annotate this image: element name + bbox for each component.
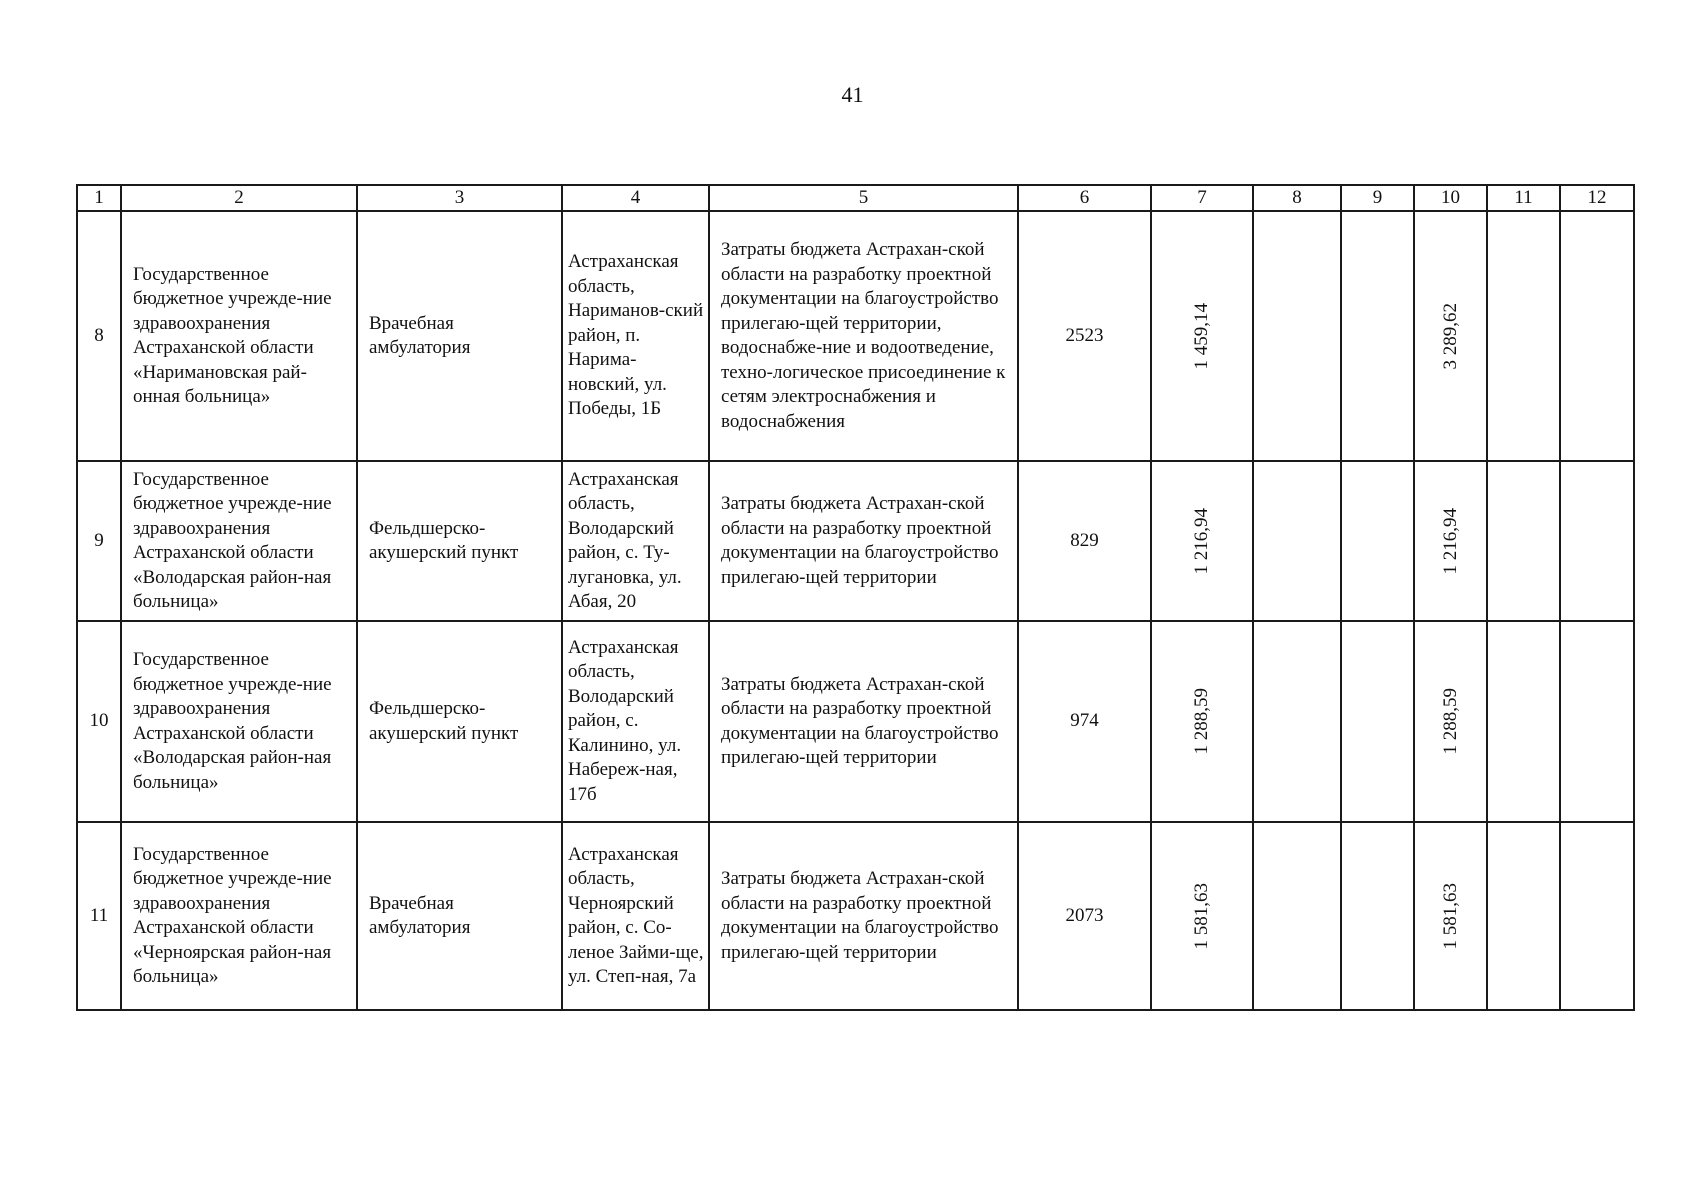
col7-cell [1151,461,1253,621]
institution-text: Государственное бюджетное учрежде-ние здравоохранения Астраханской области «Наримановская рай-онная больница» [133,263,332,407]
row-number: 10 [77,621,121,822]
col11-cell [1487,211,1560,461]
table-row [77,461,1634,621]
row-number: 9 [77,461,121,621]
object-text: Фельдшерско-акушерский пункт [369,517,519,563]
col9-cell [1341,822,1414,1010]
costs-cell [709,211,1018,461]
costs-text: Затраты бюджета Астрахан-ской области на разработку проектной документации на благоустройство прилегаю-щей территории, водоснабже-ние и водоотведение, техно-логическое присоединение к сетям электроснабжения и водоснабжения [721,239,1006,432]
col9-cell [1341,461,1414,621]
address-cell [562,461,709,621]
col10-value: 3 289,62 [1439,302,1461,370]
col6-cell: 2073 [1018,822,1151,1010]
address-cell [562,211,709,461]
col6-cell: 829 [1018,461,1151,621]
costs-cell [709,621,1018,822]
col7-value: 1 216,94 [1191,507,1212,575]
object-cell [357,461,562,621]
address-text: Астраханская область, Володарский район, с. Калинино, ул. Набереж-ная, 17б [568,636,682,805]
col9-cell [1341,211,1414,461]
institution-cell [121,621,357,822]
col10-cell [1414,211,1487,461]
col8-cell [1253,822,1341,1010]
col7-value: 1 581,63 [1191,882,1212,950]
column-header: 11 [1487,185,1560,211]
col10-value: 1 216,94 [1439,507,1461,575]
col10-cell [1414,822,1487,1010]
col9-cell [1341,621,1414,822]
col6-cell: 2523 [1018,211,1151,461]
column-header: 3 [357,185,562,211]
col8-cell [1253,461,1341,621]
costs-cell [709,822,1018,1010]
table-row [77,621,1634,822]
page-number: 41 [841,82,864,107]
object-cell [357,211,562,461]
header-row [77,185,1634,211]
costs-cell [709,461,1018,621]
object-text: Фельдшерско-акушерский пункт [369,698,519,744]
institution-text: Государственное бюджетное учрежде-ние здравоохранения Астраханской области «Володарская район-ная больница» [133,468,332,612]
address-text: Астраханская область, Володарский район, с. Ту-лугановка, ул. Абая, 20 [568,468,682,612]
institution-text: Государственное бюджетное учрежде-ние здравоохранения Астраханской области «Володарская район-ная больница» [133,649,332,793]
col7-cell [1151,822,1253,1010]
col8-cell [1253,621,1341,822]
col6-cell: 974 [1018,621,1151,822]
col8-cell [1253,211,1341,461]
col12-cell [1560,621,1634,822]
col12-cell [1560,461,1634,621]
institution-cell [121,461,357,621]
column-header: 10 [1414,185,1487,211]
col7-value: 1 459,14 [1191,302,1212,370]
table-row [77,211,1634,461]
col12-cell [1560,211,1634,461]
col7-cell [1151,211,1253,461]
institution-cell [121,822,357,1010]
column-header: 12 [1560,185,1634,211]
object-text: Врачебная амбулатория [369,312,471,358]
col12-cell [1560,822,1634,1010]
col10-value: 1 581,63 [1439,882,1461,950]
col7-value: 1 288,59 [1191,688,1212,755]
col7-cell [1151,621,1253,822]
costs-text: Затраты бюджета Астрахан-ской области на разработку проектной документации на благоустройство прилегаю-щей территории [721,493,999,588]
costs-text: Затраты бюджета Астрахан-ской области на разработку проектной документации на благоустройство прилегаю-щей территории [721,673,999,768]
col10-value: 1 288,59 [1439,688,1461,755]
row-number: 8 [77,211,121,461]
address-text: Астраханская область, Нариманов-ский район, п. Нарима-новский, ул. Победы, 1Б [568,251,704,420]
institution-text: Государственное бюджетное учрежде-ние здравоохранения Астраханской области «Черноярская район-ная больница» [133,843,332,987]
object-cell [357,621,562,822]
column-header: 6 [1018,185,1151,211]
address-text: Астраханская область, Черноярский район, с. Со-леное Займи-ще, ул. Степ-ная, 7а [568,843,704,987]
column-header: 8 [1253,185,1341,211]
col11-cell [1487,461,1560,621]
costs-text: Затраты бюджета Астрахан-ской области на разработку проектной документации на благоустройство прилегаю-щей территории [721,868,999,963]
col10-cell [1414,621,1487,822]
col11-cell [1487,822,1560,1010]
address-cell [562,822,709,1010]
column-header: 1 [77,185,121,211]
row-number: 11 [77,822,121,1010]
column-header: 5 [709,185,1018,211]
data-table [76,184,1635,1011]
object-cell [357,822,562,1010]
object-text: Врачебная амбулатория [369,892,471,938]
column-header: 4 [562,185,709,211]
address-cell [562,621,709,822]
col11-cell [1487,621,1560,822]
institution-cell [121,211,357,461]
col10-cell [1414,461,1487,621]
column-header: 9 [1341,185,1414,211]
column-header: 2 [121,185,357,211]
table-row [77,822,1634,1010]
column-header: 7 [1151,185,1253,211]
